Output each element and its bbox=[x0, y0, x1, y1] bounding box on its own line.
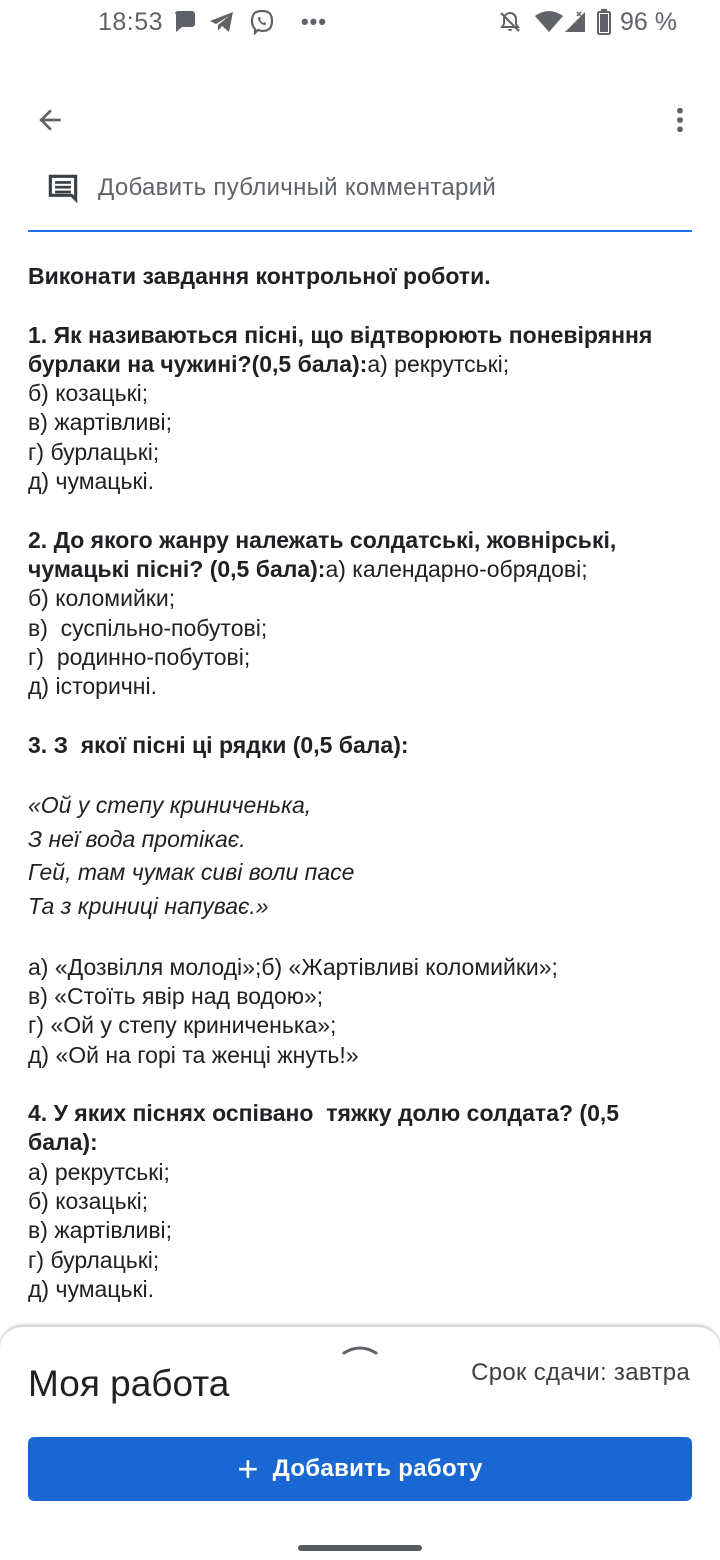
chevron-up-icon bbox=[340, 1339, 380, 1359]
question-1-option: д) чумацькі. bbox=[28, 468, 155, 495]
viber-icon bbox=[248, 8, 276, 36]
gesture-nav-handle[interactable] bbox=[298, 1545, 422, 1551]
wifi-icon bbox=[534, 8, 564, 36]
my-work-sheet bbox=[0, 1326, 720, 1560]
question-3: 3. З якої пісні ці рядки (0,5 бала): bbox=[28, 731, 409, 758]
question-4-line2: бала): bbox=[28, 1129, 98, 1156]
more-notifications-indicator: ••• bbox=[300, 9, 328, 34]
question-1: 1. Як називаються пісні, що відтворюють поневіряння bbox=[28, 321, 653, 348]
poem-excerpt bbox=[28, 789, 698, 923]
assignment-description bbox=[28, 262, 698, 1304]
comment-placeholder: Добавить публичный комментарий bbox=[98, 174, 497, 201]
question-4-option: а) рекрутські; bbox=[28, 1158, 170, 1185]
question-2-option: а) календарно-обрядові; bbox=[325, 555, 588, 582]
poem-line: Гей, там чумак сиві воли пасе bbox=[28, 859, 355, 886]
signal-icon bbox=[562, 8, 588, 36]
more-options-button[interactable] bbox=[658, 98, 702, 142]
battery-icon bbox=[596, 8, 612, 36]
question-4-option: в) жартівливі; bbox=[28, 1217, 173, 1244]
assignment-intro: Виконати завдання контрольної роботи. bbox=[28, 263, 491, 289]
question-3-option: а) «Дозвілля молоді»;б) «Жартівливі коломийки»; bbox=[28, 953, 558, 980]
question-4: 4. У яких піснях оспівано тяжку долю солдата? (0,5 bbox=[28, 1100, 620, 1127]
question-2-option: г) родинно-побутові; bbox=[28, 643, 251, 670]
question-4-option: б) козацькі; bbox=[28, 1188, 149, 1215]
question-1-option: г) бурлацькі; bbox=[28, 438, 160, 465]
chat-bubble-icon bbox=[172, 8, 198, 36]
public-comment-field[interactable] bbox=[28, 160, 692, 232]
my-work-title: Моя работа bbox=[28, 1363, 230, 1404]
question-2-option: в) суспільно-побутові; bbox=[28, 614, 268, 641]
battery-percent: 96 % bbox=[620, 8, 677, 36]
question-4-option: д) чумацькі. bbox=[28, 1275, 155, 1302]
question-1-line2: бурлаки на чужині?(0,5 бала): bbox=[28, 350, 368, 377]
expand-sheet-handle[interactable] bbox=[340, 1339, 380, 1359]
status-time: 18:53 bbox=[98, 8, 164, 36]
question-2-option: б) коломийки; bbox=[28, 585, 176, 612]
due-date: Срок сдачи: завтра bbox=[471, 1359, 690, 1386]
poem-line: Та з криниці напуває.» bbox=[28, 892, 269, 919]
question-2-line2: чумацькі пісні? (0,5 бала): bbox=[28, 555, 326, 582]
plus-icon: + bbox=[237, 1448, 259, 1489]
question-1-option: а) рекрутські; bbox=[367, 350, 510, 377]
back-button[interactable] bbox=[28, 98, 72, 142]
add-work-label: Добавить работу bbox=[272, 1455, 483, 1482]
question-2-option: д) історичні. bbox=[28, 673, 157, 700]
status-bar bbox=[0, 0, 720, 44]
do-not-disturb-icon bbox=[496, 8, 524, 36]
question-1-option: б) козацькі; bbox=[28, 380, 149, 407]
comment-icon bbox=[44, 170, 82, 208]
question-2: 2. До якого жанру належать солдатські, жовнірські, bbox=[28, 526, 617, 553]
add-work-button[interactable] bbox=[28, 1437, 692, 1501]
question-3-option: г) «Ой у степу криниченька»; bbox=[28, 1012, 337, 1039]
question-3-option: в) «Стоїть явір над водою»; bbox=[28, 982, 324, 1009]
question-4-option: г) бурлацькі; bbox=[28, 1246, 160, 1273]
poem-line: З неї вода протікає. bbox=[28, 825, 246, 852]
telegram-icon bbox=[208, 8, 236, 36]
poem-line: «Ой у степу криниченька, bbox=[28, 792, 312, 819]
arrow-back-icon bbox=[34, 104, 66, 136]
question-3-option: д) «Ой на горі та женці жнуть!» bbox=[28, 1041, 359, 1068]
more-vert-icon bbox=[664, 104, 696, 136]
question-1-option: в) жартівливі; bbox=[28, 409, 173, 436]
